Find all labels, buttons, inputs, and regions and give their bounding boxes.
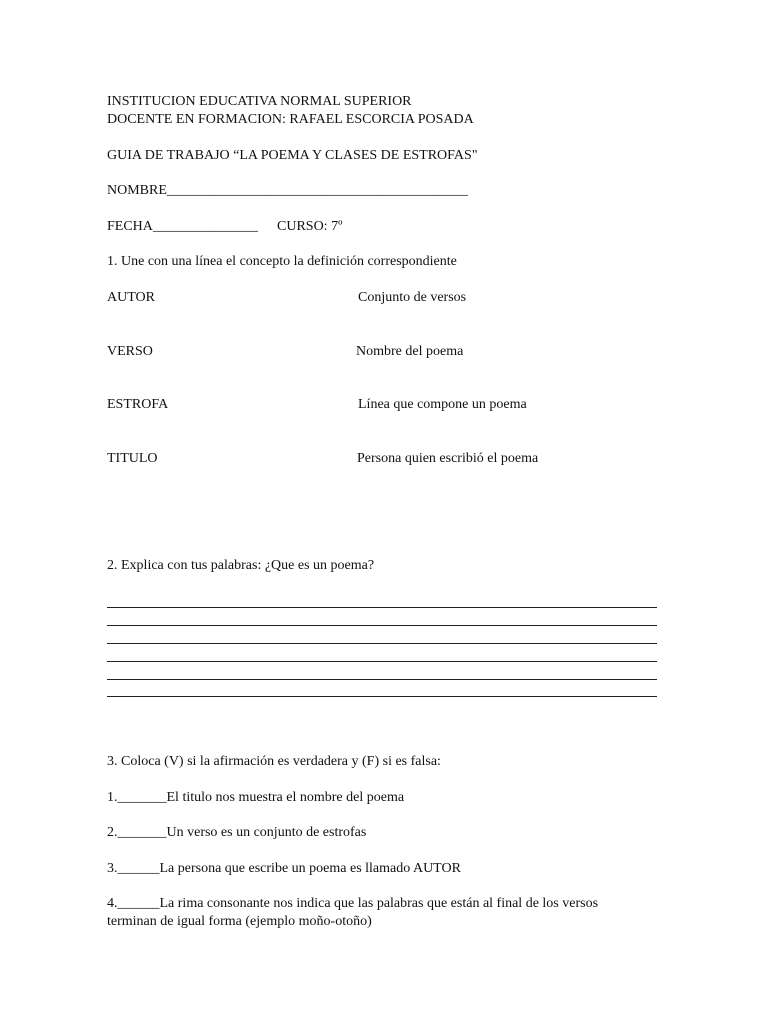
answer-line[interactable] bbox=[107, 661, 657, 662]
answer-line[interactable] bbox=[107, 607, 657, 608]
q1-concept-titulo: TITULO bbox=[107, 451, 158, 466]
course-field: CURSO: 7º bbox=[277, 219, 343, 234]
q1-prompt: 1. Une con una línea el concepto la definición correspondiente bbox=[107, 254, 457, 269]
q1-concept-verso: VERSO bbox=[107, 344, 153, 359]
date-field: FECHA_______________ bbox=[107, 219, 258, 234]
answer-line[interactable] bbox=[107, 643, 657, 644]
q3-item-4: 4.______La rima consonante nos indica que las palabras que están al final de los versos terminan de igual forma (ejemplo moño-otoño) bbox=[107, 896, 599, 929]
q1-concept-estrofa: ESTROFA bbox=[107, 397, 169, 412]
q3-item-1: 1._______El titulo nos muestra el nombre del poema bbox=[107, 790, 405, 805]
teacher-name: DOCENTE EN FORMACION: RAFAEL ESCORCIA POSADA bbox=[107, 112, 474, 127]
q3-prompt: 3. Coloca (V) si la afirmación es verdadera y (F) si es falsa: bbox=[107, 754, 441, 769]
q3-item-3: 3.______La persona que escribe un poema es llamado AUTOR bbox=[107, 861, 461, 876]
q3-item-2: 2._______Un verso es un conjunto de estrofas bbox=[107, 825, 367, 840]
q1-definition-1: Conjunto de versos bbox=[358, 290, 467, 305]
guide-title: GUIA DE TRABAJO “LA POEMA Y CLASES DE ESTROFAS" bbox=[107, 148, 478, 163]
name-field: NOMBRE___________________________________________ bbox=[107, 183, 468, 198]
q1-definition-4: Persona quien escribió el poema bbox=[357, 451, 539, 466]
q1-definition-3: Línea que compone un poema bbox=[358, 397, 527, 412]
q1-definition-2: Nombre del poema bbox=[356, 344, 464, 359]
institution-name: INSTITUCION EDUCATIVA NORMAL SUPERIOR bbox=[107, 94, 412, 109]
answer-line[interactable] bbox=[107, 625, 657, 626]
q1-concept-autor: AUTOR bbox=[107, 290, 155, 305]
answer-line[interactable] bbox=[107, 679, 657, 680]
q2-prompt: 2. Explica con tus palabras: ¿Que es un poema? bbox=[107, 558, 375, 573]
answer-line[interactable] bbox=[107, 696, 657, 697]
